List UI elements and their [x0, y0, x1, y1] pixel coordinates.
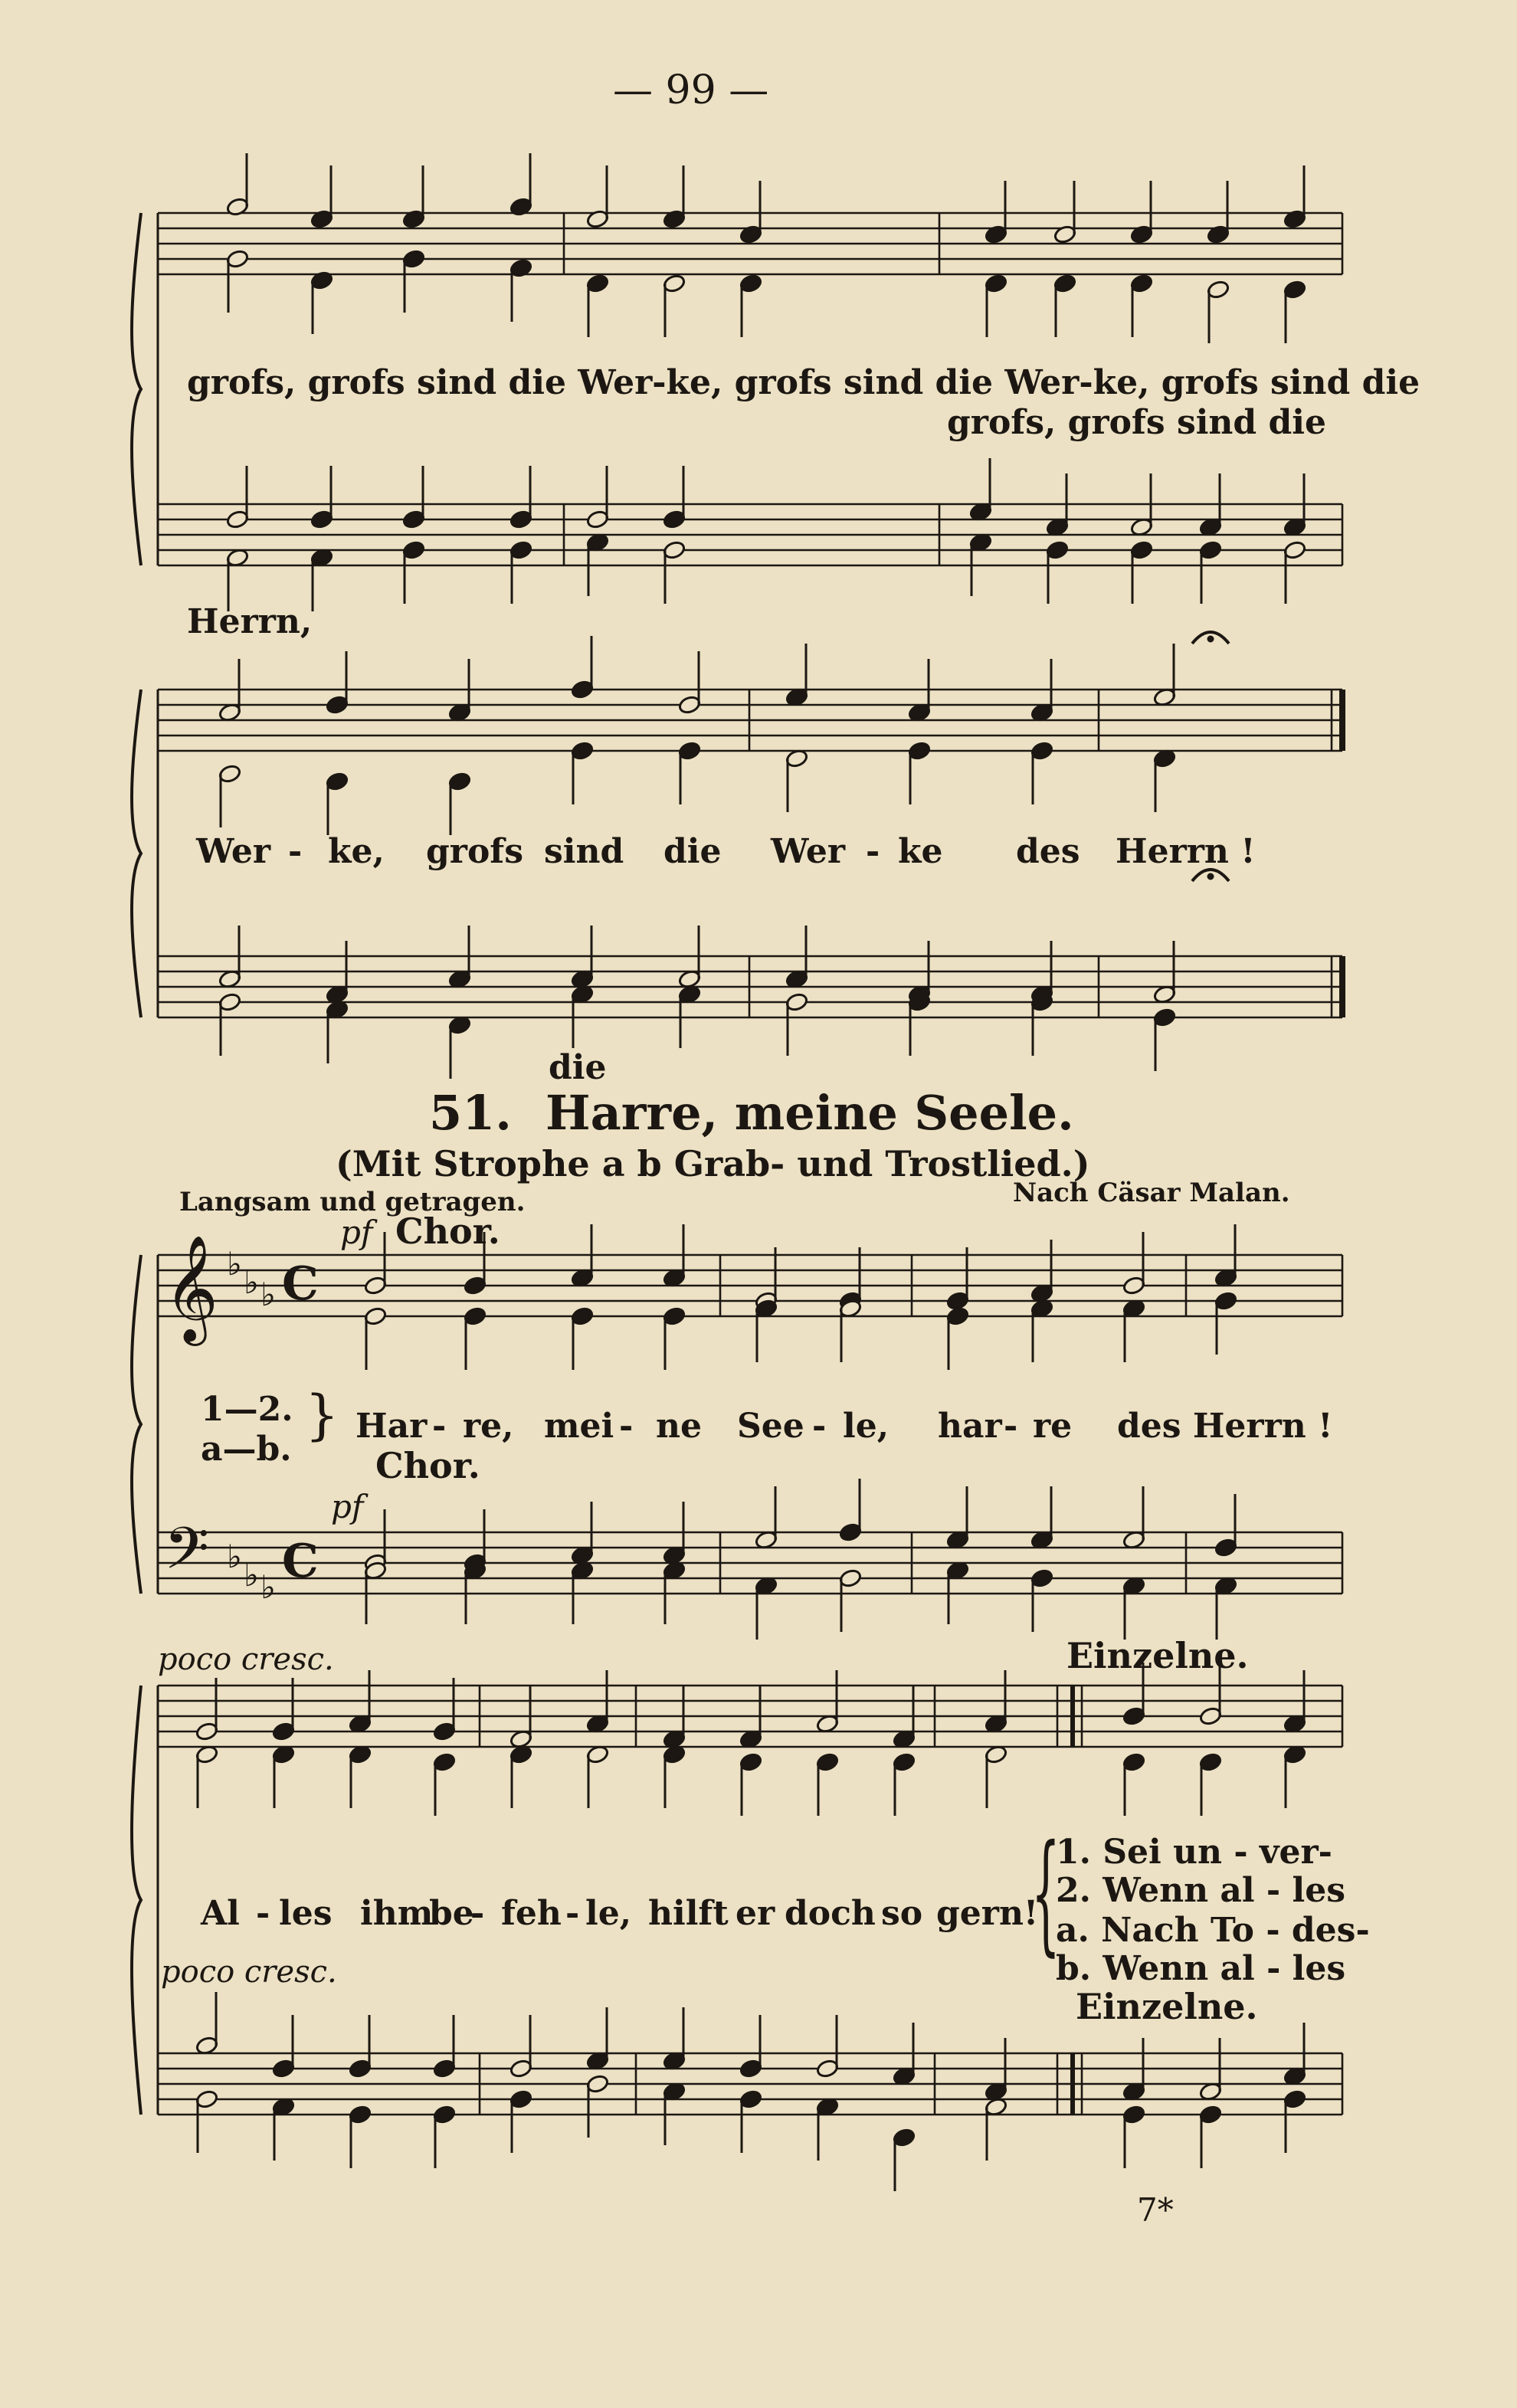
poco-cresc-marking: poco cresc. — [161, 1954, 337, 1990]
song-title: Harre, meine Seele. — [546, 1085, 1074, 1141]
lyric-syllable: - — [1004, 1407, 1018, 1446]
lyric-syllable: des Herrn ! — [1117, 1407, 1333, 1446]
verse-brace: { — [1031, 1817, 1060, 1969]
lyric-syllable: re, — [463, 1407, 514, 1446]
verse-start: 2. Wenn al - les — [1056, 1871, 1345, 1910]
lyric-syllable: - — [812, 1407, 827, 1446]
treble-clef: 𝄞 — [164, 1235, 218, 1342]
system-brace — [132, 1686, 141, 2115]
flat-sign: ♭ — [244, 1263, 259, 1301]
fermata-dot — [1207, 873, 1214, 880]
lyric-syllable: - — [565, 1894, 580, 1933]
lyrics-system2-end-word: die — [549, 1048, 607, 1087]
flat-sign: ♭ — [227, 1538, 242, 1575]
fermata-dot — [1207, 636, 1214, 642]
lyric-syllable: gern! — [936, 1894, 1039, 1933]
lyric-syllable: ke, — [328, 832, 385, 871]
lyric-syllable: feh — [501, 1894, 562, 1933]
poco-cresc-marking: poco cresc. — [158, 1642, 334, 1677]
time-signature: C — [282, 1257, 319, 1311]
dynamic-marking: pf — [340, 1214, 373, 1251]
lyric-syllable: Wer — [771, 832, 846, 871]
lyric-syllable: re — [1033, 1407, 1073, 1446]
solo-label: Einzelne. — [1076, 1986, 1258, 2027]
verse-label: 1—2. — [201, 1390, 293, 1429]
lyric-syllable: sind — [544, 832, 624, 871]
lyric-syllable: Har — [355, 1407, 428, 1446]
song-number: 51. — [429, 1085, 512, 1141]
lyric-syllable: ke — [898, 832, 943, 871]
lyrics-system1-lower: grofs, grofs sind die — [947, 403, 1326, 442]
printer-signature: 7* — [1137, 2191, 1174, 2229]
lyric-syllable: doch — [785, 1894, 876, 1933]
lyric-syllable: les — [279, 1894, 333, 1933]
lyric-syllable: - — [866, 832, 880, 871]
system-brace — [132, 690, 141, 1017]
lyric-syllable: Al — [201, 1894, 240, 1933]
lyric-syllable: le, — [843, 1407, 890, 1446]
system-brace — [132, 1255, 141, 1594]
lyric-syllable: har — [938, 1407, 1002, 1446]
lyrics-system1-upper: grofs, grofs sind die Wer-ke, grofs sind die Wer-ke, grofs sind die — [187, 363, 1420, 402]
lyric-syllable: See — [737, 1407, 804, 1446]
bass-clef: 𝄢 — [164, 1515, 210, 1597]
lyric-syllable: - — [432, 1407, 447, 1446]
lyric-syllable: hilft — [648, 1894, 729, 1933]
system-brace — [132, 213, 141, 565]
lyric-syllable: so — [881, 1894, 923, 1933]
lyrics-system1-end-word: Herrn, — [187, 602, 313, 641]
flat-sign: ♭ — [260, 1568, 276, 1606]
flat-sign: ♭ — [244, 1556, 259, 1594]
solo-label: Einzelne. — [1066, 1635, 1249, 1676]
lyric-syllable: - — [470, 1894, 485, 1933]
lyric-syllable: grofs — [426, 832, 523, 871]
lyric-syllable: die — [663, 832, 722, 871]
lyric-syllable: be — [429, 1894, 474, 1933]
lyric-syllable: le, — [585, 1894, 632, 1933]
lyric-syllable: Herrn ! — [1116, 832, 1256, 871]
page-number: — 99 — — [613, 67, 769, 113]
composer-credit: Nach Cäsar Malan. — [1013, 1178, 1290, 1208]
song-subtitle: (Mit Strophe a b Grab- und Trostlied.) — [336, 1143, 1090, 1184]
lyric-syllable: mei — [544, 1407, 614, 1446]
time-signature: C — [282, 1535, 319, 1588]
lyric-syllable: des — [1016, 832, 1080, 871]
lyric-syllable: - — [256, 1894, 270, 1933]
verse-brace: } — [305, 1384, 339, 1446]
lyric-syllable: - — [619, 1407, 634, 1446]
choir-label: Chor. — [375, 1445, 480, 1486]
dynamic-marking: pf — [331, 1488, 364, 1525]
verse-label: a—b. — [201, 1430, 292, 1469]
flat-sign: ♭ — [260, 1276, 276, 1313]
lyric-syllable: ne — [656, 1407, 702, 1446]
verse-start: a. Nach To - des- — [1056, 1911, 1370, 1950]
tempo-marking: Langsam und getragen. — [179, 1187, 526, 1217]
lyric-syllable: - — [288, 832, 303, 871]
flat-sign: ♭ — [227, 1245, 242, 1283]
lyric-syllable: Wer — [196, 832, 271, 871]
choir-label: Chor. — [395, 1211, 500, 1252]
verse-start: b. Wenn al - les — [1056, 1949, 1346, 1988]
lyric-syllable: ihm — [360, 1894, 434, 1933]
verse-start: 1. Sei un - ver- — [1056, 1833, 1332, 1872]
lyric-syllable: er — [736, 1894, 775, 1933]
